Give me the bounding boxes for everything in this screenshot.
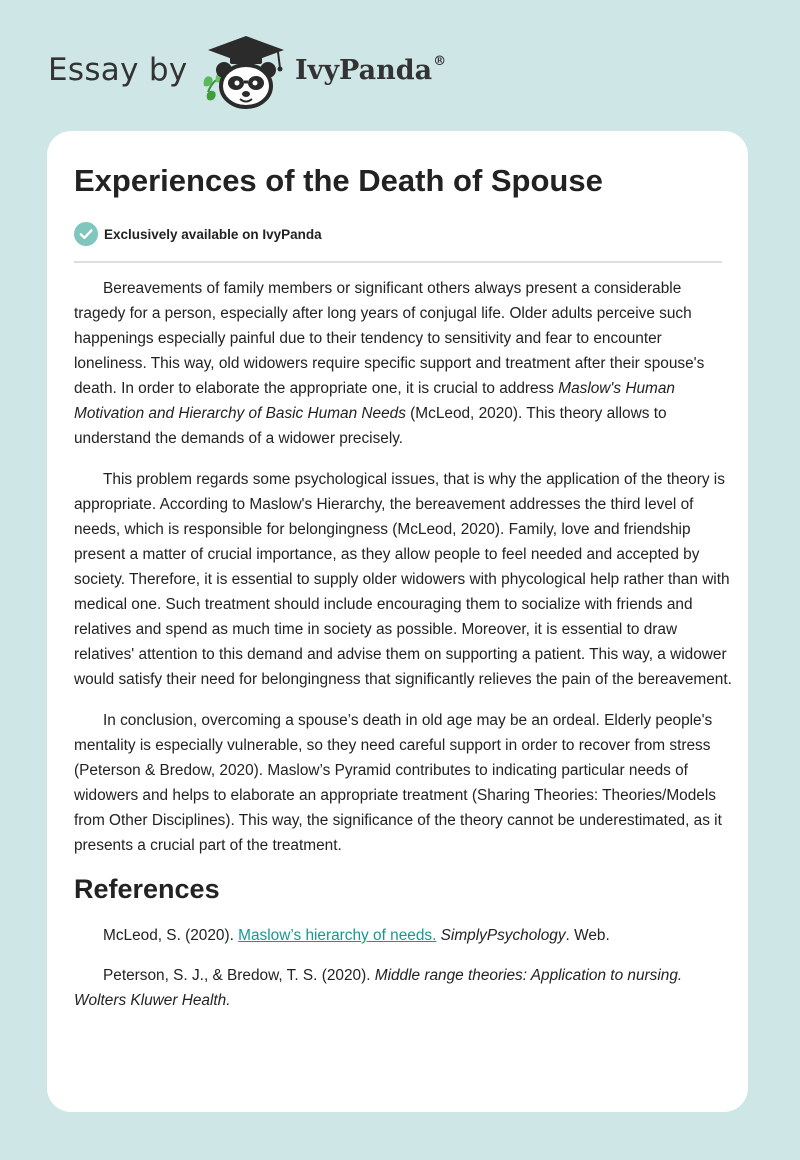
title-divider	[74, 261, 722, 263]
ivypanda-logo-icon[interactable]	[200, 34, 292, 110]
exclusive-badge	[74, 222, 322, 246]
check-circle-icon	[74, 222, 98, 246]
reference-2-title: Middle range theories: Application to nursing. Wolters Kluwer Health.	[74, 967, 683, 1009]
essay-by-label: Essay by	[48, 52, 188, 88]
paragraph-1-italic-title: Maslow's Human Motivation and Hierarchy of Basic Human Needs	[74, 380, 675, 422]
paragraph-1-text-end: (McLeod, 2020). This theory allows to understand the demands of a widower precisely.	[74, 405, 667, 447]
paragraph-3: In conclusion, overcoming a spouse’s death in old age may be an ordeal. Elderly people's mentality is especially vulnerable, so they need careful support in order to recover from stress (Peterson & Bredow, 2020). Maslow’s Pyramid contributes to indicating particular needs of widowers and helps to elaborate an appropriate treatment (Sharing Theories: Theories/Models from Other Disciplines). This way, the significance of the theory cannot be underestimated, as it presents a crucial part of the treatment.	[74, 712, 722, 854]
essay-title: Experiences of the Death of Spouse	[74, 163, 603, 198]
paragraph-2: This problem regards some psychological issues, that is why the application of the theory is appropriate. According to Maslow's Hierarchy, the bereavement addresses the third level of needs, which is responsible for belongingness (McLeod, 2020). Family, love and friendship present a matter of crucial importance, as they allow people to feel needed and accepted by society. Therefore, it is essential to supply older widowers with phycological help rather than with medical one. Such treatment should include encouraging them to socialize with friends and relatives and spend as much time in society as possible. Moreover, it is essential to draw relatives' attention to this demand and advise them on supporting a patient. This way, a widower would satisfy their need for belongingness that significantly relieves the pain of the bereavement.	[74, 471, 732, 688]
brand-name[interactable]	[295, 55, 446, 86]
site-header	[48, 34, 748, 110]
exclusive-badge-label: Exclusively available on IvyPanda	[104, 226, 322, 242]
reference-1-author: McLeod, S. (2020).	[103, 927, 239, 944]
references-heading: References	[74, 874, 220, 904]
brand-name-text: IvyPanda	[295, 55, 433, 86]
paragraph-1	[74, 276, 734, 451]
essay-body	[74, 276, 734, 1028]
reference-1-source: SimplyPsychology	[440, 927, 566, 944]
paragraph-1-text-start: Bereavements of family members or significant others always present a considerable tragedy for a person, especially after long years of conjugal life. Older adults perceive such happenings especially painful due to their tendency to sensitivity and fear to encounter loneliness. This way, old widowers require specific support and treatment after their spouse's death. In order to elaborate the appropriate one, it is crucial to address	[74, 280, 705, 397]
reference-1-suffix: . Web.	[565, 927, 610, 944]
reference-2	[74, 963, 734, 1013]
reference-1	[74, 923, 734, 948]
essay-card	[47, 131, 748, 1112]
registered-mark: ®	[433, 54, 447, 69]
reference-1-link[interactable]: Maslow’s hierarchy of needs.	[238, 927, 437, 944]
reference-2-author: Peterson, S. J., & Bredow, T. S. (2020).	[103, 967, 375, 984]
